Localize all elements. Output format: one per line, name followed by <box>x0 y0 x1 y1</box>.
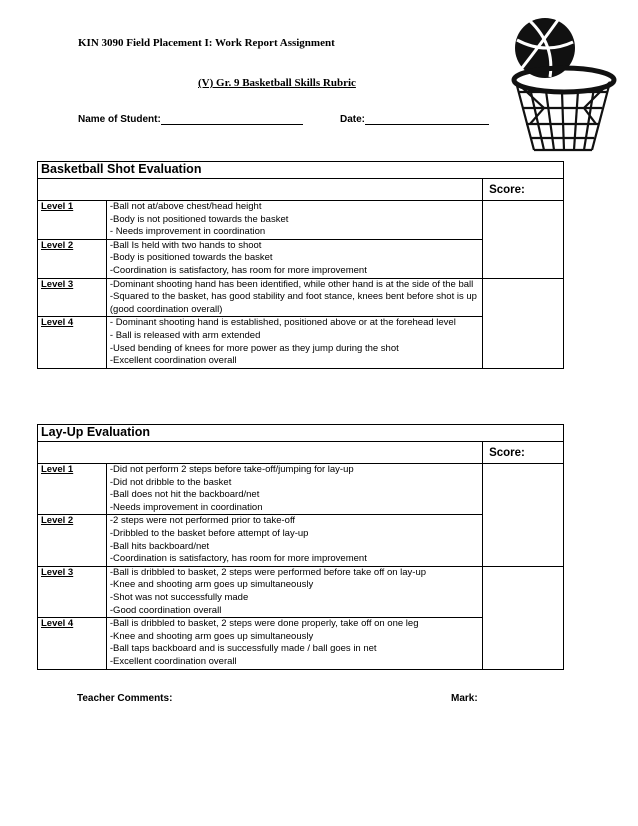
criteria-line: -Knee and shooting arm goes up simultaneously <box>109 579 314 591</box>
level-description <box>106 278 482 317</box>
criteria-line: -Dominant shooting hand has been identified, while other hand is at the side of the ball <box>109 278 474 290</box>
teacher-comments-label: Teacher Comments: <box>77 693 173 704</box>
table-row <box>38 464 564 515</box>
level-label: Level 4 <box>38 317 107 368</box>
criteria-line: -Ball hits backboard/net <box>109 540 210 552</box>
criteria-line: - Needs improvement in coordination <box>109 226 266 238</box>
score-label: Score: <box>483 179 564 201</box>
section-title: Basketball Shot Evaluation <box>38 162 564 179</box>
student-name-field <box>78 114 303 125</box>
criteria-line: -Dribbled to the basket before attempt of lay-up <box>109 527 309 539</box>
section-title: Lay-Up Evaluation <box>38 425 564 442</box>
score-cell[interactable] <box>483 278 564 368</box>
criteria-line: -Needs improvement in coordination <box>109 501 263 513</box>
level-label: Level 1 <box>38 464 107 515</box>
criteria-line: -Shot was not successfully made <box>109 591 249 603</box>
criteria-line: -Knee and shooting arm goes up simultaneously <box>109 630 314 642</box>
criteria-line: -Ball taps backboard and is successfully made / ball goes in net <box>109 643 377 655</box>
level-description <box>106 618 482 669</box>
level-label: Level 1 <box>38 201 107 240</box>
course-title: KIN 3090 Field Placement I: Work Report Assignment <box>78 37 335 49</box>
criteria-line: -Coordination is satisfactory, has room for more improvement <box>109 553 367 565</box>
criteria-line: -Coordination is satisfactory, has room for more improvement <box>109 264 367 276</box>
criteria-line: -Did not dribble to the basket <box>109 476 232 488</box>
date-field <box>340 114 489 125</box>
level-description <box>106 566 482 617</box>
mark-label: Mark: <box>451 693 478 704</box>
criteria-line: -Ball Is held with two hands to shoot <box>109 239 262 251</box>
criteria-line: -Squared to the basket, has good stability and foot stance, knees bent before shot is up (good coordination overall) <box>109 291 477 315</box>
criteria-line: -Ball is dribbled to basket, 2 steps were performed before take off on lay-up <box>109 566 427 578</box>
criteria-line: - Dominant shooting hand is established, positioned above or at the forehead level <box>109 317 456 329</box>
score-label: Score: <box>483 442 564 464</box>
criteria-line: - Ball is released with arm extended <box>109 329 261 341</box>
criteria-line: -Excellent coordination overall <box>109 355 237 367</box>
criteria-line: -Did not perform 2 steps before take-off/jumping for lay-up <box>109 464 354 475</box>
criteria-line: -Ball is dribbled to basket, 2 steps were done properly, take off on one leg <box>109 618 419 630</box>
criteria-line: -Body is not positioned towards the basket <box>109 213 289 225</box>
level-description <box>106 317 482 368</box>
student-name-label: Name of Student: <box>78 114 161 125</box>
date-line[interactable] <box>365 114 489 125</box>
criteria-line: -Excellent coordination overall <box>109 655 237 667</box>
date-label: Date: <box>340 114 366 125</box>
level-label: Level 2 <box>38 515 107 566</box>
criteria-line: -Ball does not hit the backboard/net <box>109 489 260 501</box>
score-cell[interactable] <box>483 566 564 669</box>
level-label: Level 3 <box>38 566 107 617</box>
criteria-line: -Body is positioned towards the basket <box>109 252 273 264</box>
level-label: Level 2 <box>38 239 107 278</box>
score-cell[interactable] <box>483 201 564 279</box>
level-description <box>106 515 482 566</box>
shot-evaluation-table <box>37 161 564 369</box>
basketball-hoop-icon <box>500 10 620 160</box>
criteria-line: -Good coordination overall <box>109 604 222 616</box>
layup-evaluation-table <box>37 424 564 670</box>
table-row <box>38 566 564 617</box>
header-blank-cell <box>38 442 483 464</box>
level-description <box>106 239 482 278</box>
criteria-line: -Used bending of knees for more power as they jump during the shot <box>109 342 399 354</box>
level-description <box>106 201 482 240</box>
criteria-line: -Ball not at/above chest/head height <box>109 201 262 212</box>
header-blank-cell <box>38 179 483 201</box>
level-label: Level 3 <box>38 278 107 317</box>
rubric-title: (V) Gr. 9 Basketball Skills Rubric <box>198 77 356 89</box>
level-description <box>106 464 482 515</box>
score-cell[interactable] <box>483 464 564 567</box>
student-name-line[interactable] <box>161 114 303 125</box>
table-row <box>38 278 564 317</box>
criteria-line: -2 steps were not performed prior to take-off <box>109 515 296 527</box>
table-row <box>38 201 564 240</box>
level-label: Level 4 <box>38 618 107 669</box>
